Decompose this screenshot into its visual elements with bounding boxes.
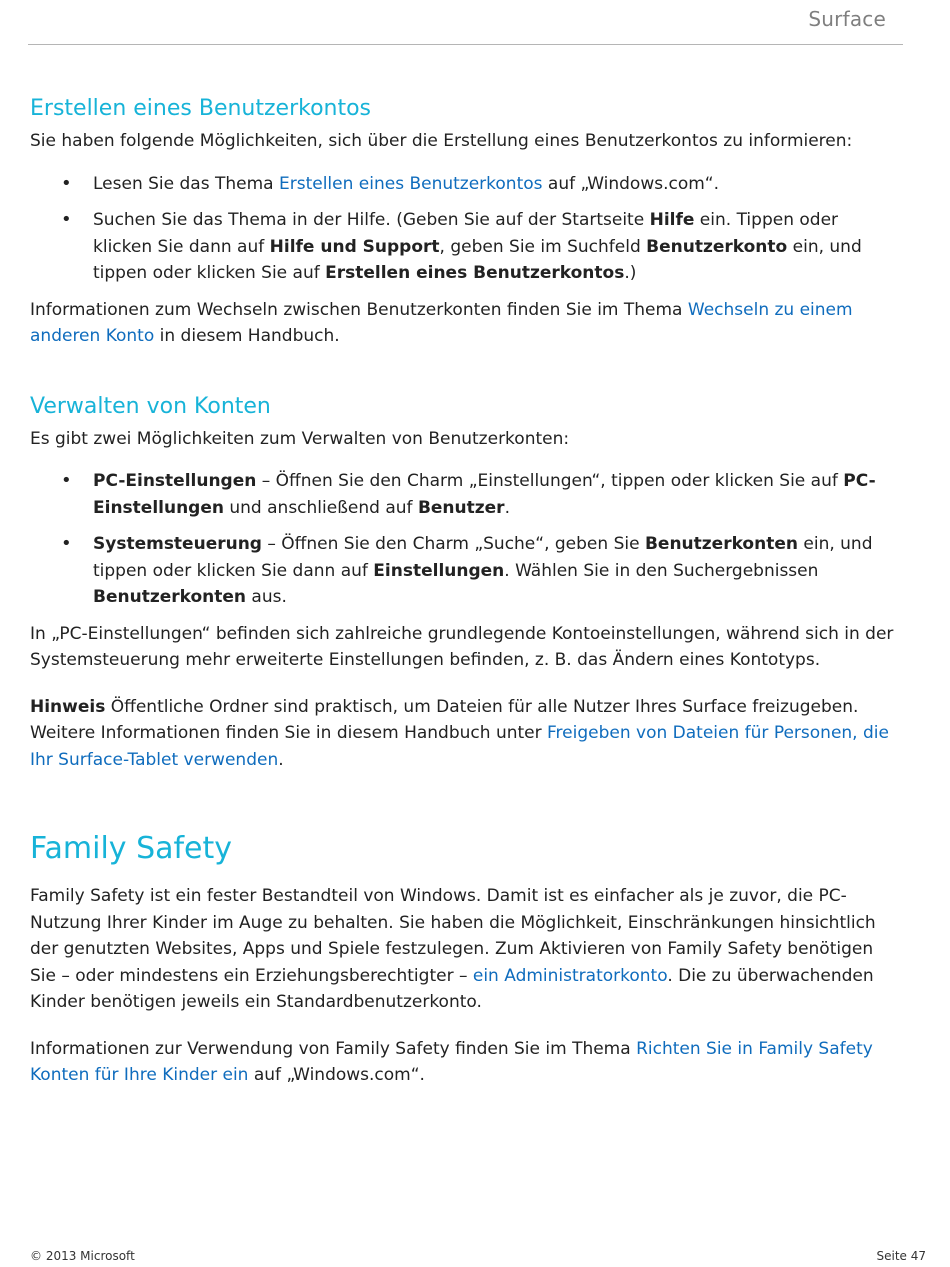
bold-term: Erstellen eines Benutzerkontos — [325, 263, 625, 283]
link-create-account[interactable]: Erstellen eines Benutzerkontos — [278, 173, 543, 194]
heading-create-account: Erstellen eines Benutzerkontos — [30, 96, 372, 121]
text-segment: – Öffnen Sie den Charm „Suche“, geben Sie — [261, 534, 645, 554]
manage-accounts-list — [30, 468, 900, 611]
bold-term: Hilfe — [649, 210, 695, 230]
family-safety-info-paragraph — [30, 1036, 900, 1089]
text-segment: auf „Windows.com“. — [248, 1065, 425, 1085]
text-segment: Family Safety ist ein fester Bestandteil von Windows. Damit ist es einfacher als je zuvor, die PC-Nutzung Ihrer Kinder im Auge zu behalten. Sie haben die Möglichkeit, Einschränkungen hinsichtlich der genutzten Websites, Apps und Spiele festzulegen. Zum Aktivieren von Family Safety benötigen Sie – oder mindestens ein Erziehungsberechtigter – — [30, 886, 876, 986]
manage-accounts-intro: Es gibt zwei Möglichkeiten zum Verwalten von Benutzerkonten: — [30, 428, 570, 449]
switch-account-paragraph — [30, 297, 900, 350]
text-segment: in diesem Handbuch. — [154, 326, 340, 346]
text-segment: und anschließend auf — [223, 497, 418, 518]
heading-family-safety: Family Safety — [30, 831, 233, 866]
list-item — [30, 531, 900, 611]
list-item — [30, 468, 900, 521]
link-share-files[interactable]: Freigeben von Dateien für Personen, die Ihr Surface-Tablet verwenden — [30, 723, 889, 770]
bold-term: Benutzerkonten — [644, 534, 798, 554]
link-admin-account[interactable]: ein Administratorkonto — [472, 965, 668, 986]
surface-brand-label: Surface — [808, 7, 886, 31]
text-segment: , geben Sie im Suchfeld — [439, 236, 647, 257]
link-switch-account[interactable]: Wechseln zu einem anderen Konto — [30, 299, 853, 346]
bold-term: Benutzer — [417, 497, 505, 518]
text-segment: – Öffnen Sie den Charm „Einstellungen“, tippen oder klicken Sie auf — [256, 471, 844, 491]
bold-term: Systemsteuerung — [93, 534, 262, 554]
pc-settings-paragraph: In „PC-Einstellungen“ befinden sich zahlreiche grundlegende Kontoeinstellungen, während sich in der Systemsteuerung mehr erweiterte Einstellungen befinden, z. B. das Ändern eines Kontotyps. — [30, 623, 894, 670]
bold-term: PC-Einstellungen — [93, 471, 876, 518]
bold-term: PC-Einstellungen — [93, 471, 257, 491]
create-account-list — [30, 171, 900, 287]
page-content — [30, 94, 900, 1089]
text-segment: ein, und tippen oder klicken Sie auf — [93, 236, 862, 283]
note-label: Hinweis — [30, 696, 106, 717]
text-segment: . Wählen Sie in den Suchergebnissen — [504, 560, 819, 581]
text-segment: Lesen Sie das Thema — [93, 173, 279, 194]
heading-manage-accounts: Verwalten von Konten — [30, 393, 271, 419]
footer-copyright: © 2013 Microsoft — [30, 1249, 135, 1263]
text-segment: ein, und tippen oder klicken Sie dann auf — [93, 534, 873, 581]
text-segment: Suchen Sie das Thema in der Hilfe. (Geben Sie auf der Startseite — [93, 210, 650, 230]
text-segment: Informationen zum Wechseln zwischen Benutzerkonten finden Sie im Thema — [30, 299, 688, 320]
text-segment: aus. — [246, 587, 287, 607]
text-segment: . — [504, 497, 510, 518]
create-account-intro: Sie haben folgende Möglichkeiten, sich über die Erstellung eines Benutzerkontos zu informieren: — [30, 131, 853, 151]
text-segment: .) — [624, 263, 637, 283]
bold-term: Einstellungen — [373, 560, 505, 581]
list-item — [30, 171, 900, 198]
text-segment: auf „Windows.com“. — [542, 173, 720, 194]
footer-page-number: Seite 47 — [876, 1249, 926, 1263]
list-item — [30, 207, 900, 287]
text-segment: ein. Tippen oder klicken Sie dann auf — [93, 210, 839, 257]
bold-term: Hilfe und Support — [269, 236, 440, 257]
note-paragraph — [30, 694, 900, 774]
text-segment: . Die zu überwachenden Kinder benötigen jeweils ein Standardbenutzerkonto. — [30, 965, 874, 1012]
bold-term: Benutzerkonten — [93, 587, 247, 607]
family-safety-paragraph — [30, 883, 900, 1016]
text-segment: Öffentliche Ordner sind praktisch, um Dateien für alle Nutzer Ihres Surface freizugeben. Weitere Informationen finden Sie in diesem Handbuch unter — [30, 696, 859, 743]
link-family-safety-accounts[interactable]: Richten Sie in Family Safety Konten für Ihre Kinder ein — [30, 1038, 873, 1085]
text-segment: Informationen zur Verwendung von Family Safety finden Sie im Thema — [30, 1038, 637, 1059]
text-segment: . — [278, 749, 284, 770]
header-rule — [28, 44, 903, 45]
bold-term: Benutzerkonto — [646, 236, 788, 257]
